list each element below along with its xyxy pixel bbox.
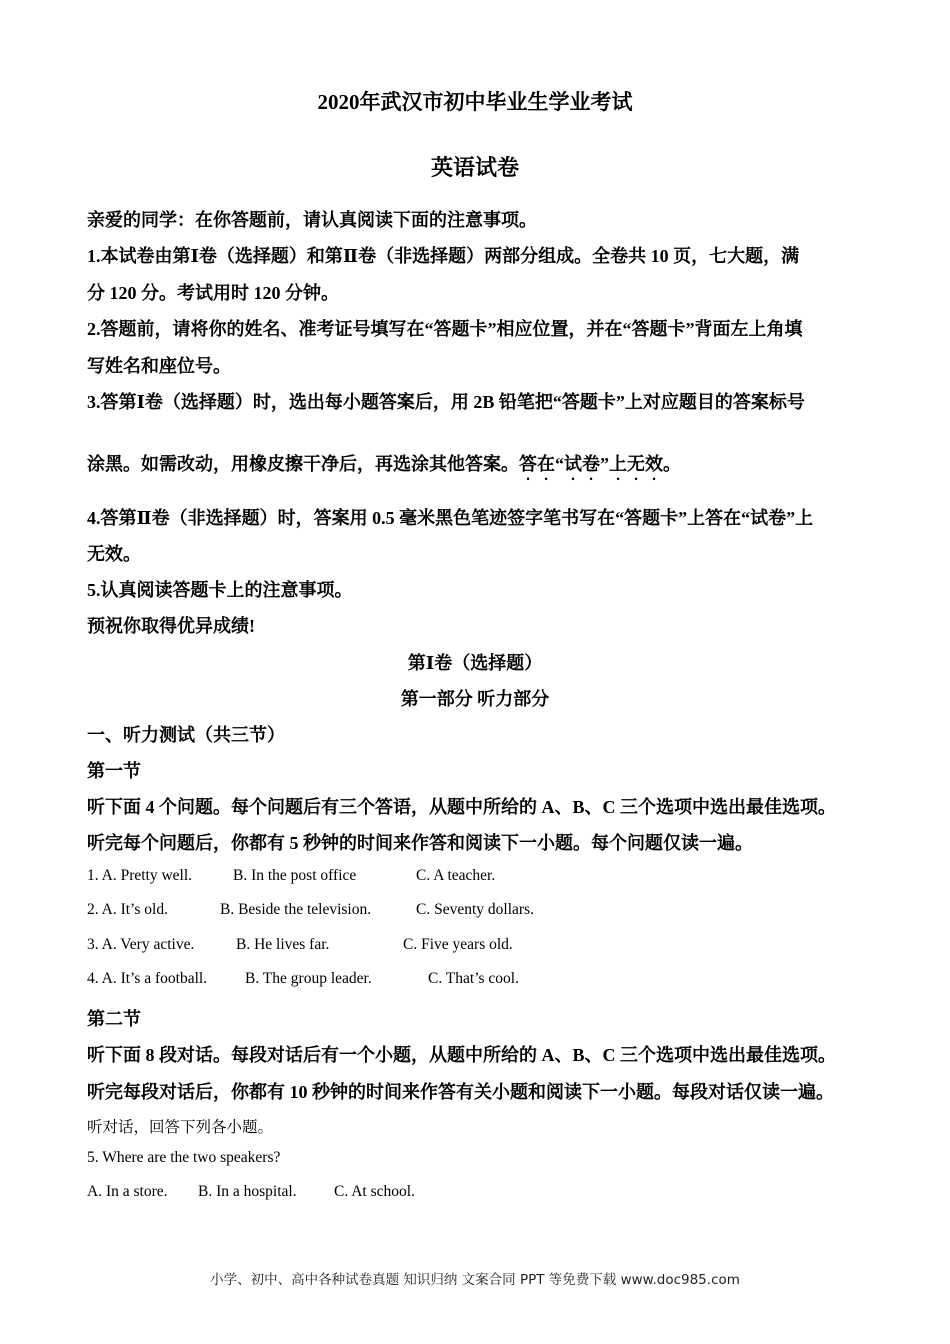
question-2-option-b: B. Beside the television. bbox=[220, 901, 372, 918]
exam-title: 2020年武汉市初中毕业生学业考试 bbox=[317, 90, 633, 114]
question-3-option-c: C. Five years old. bbox=[403, 936, 513, 953]
question-1-option-a: 1. A. Pretty well. bbox=[87, 867, 193, 884]
notice-3-emphasis: 答在“试卷”上无效 bbox=[519, 454, 663, 474]
question-3-option-a: 3. A. Very active. bbox=[87, 936, 195, 953]
exam-subtitle: 英语试卷 bbox=[430, 155, 519, 180]
section-2-instruction-1: 听下面 8 段对话。每段对话后有一个小题，从题中所给的 A、B、C 三个选项中选出最佳选项。 bbox=[87, 1045, 836, 1065]
notice-1-line-2: 分 120 分。考试用时 120 分钟。 bbox=[87, 283, 339, 303]
question-4-option-c: C. That’s cool. bbox=[428, 970, 519, 987]
question-2 bbox=[0, 901, 950, 923]
listening-section-heading: 一、听力测试（共三节） bbox=[87, 725, 285, 745]
wish-text: 预祝你取得优异成绩! bbox=[87, 616, 255, 636]
question-1 bbox=[0, 867, 950, 889]
notice-3-text: 涂黑。如需改动，用橡皮擦干净后，再选涂其他答案。 bbox=[87, 454, 519, 474]
notice-5: 5.认真阅读答题卡上的注意事项。 bbox=[87, 580, 353, 600]
notice-3-line-2 bbox=[87, 450, 681, 484]
question-5-stem: 5. Where are the two speakers? bbox=[87, 1149, 281, 1166]
section-2-subinstruction: 听对话，回答下列各小题。 bbox=[87, 1119, 274, 1136]
question-3 bbox=[0, 936, 950, 958]
notice-4-line-2: 无效。 bbox=[87, 544, 141, 564]
question-4-option-b: B. The group leader. bbox=[245, 970, 372, 987]
section-2-instruction-2: 听完每段对话后，你都有 10 秒钟的时间来作答有关小题和阅读下一小题。每段对话仅读一遍。 bbox=[87, 1082, 834, 1102]
notice-3-line-1: 3.答第Ⅰ卷（选择题）时，选出每小题答案后，用 2B 铅笔把“答题卡”上对应题目的答案标号 bbox=[87, 392, 805, 412]
part-1-heading: 第一部分 听力部分 bbox=[400, 689, 550, 709]
section-1-instruction-1: 听下面 4 个问题。每个问题后有三个答语，从题中所给的 A、B、C 三个选项中选出最佳选项。 bbox=[87, 797, 836, 817]
question-5-options bbox=[0, 1183, 950, 1205]
notice-3-period: 。 bbox=[663, 454, 681, 474]
section-1-title: 第一节 bbox=[87, 761, 141, 781]
section-1-instruction-2: 听完每个问题后，你都有 5 秒钟的时间来作答和阅读下一小题。每个问题仅读一遍。 bbox=[87, 833, 753, 853]
question-3-option-b: B. He lives far. bbox=[236, 936, 330, 953]
notice-2-line-2: 写姓名和座位号。 bbox=[87, 356, 231, 376]
question-5-option-a: A. In a store. bbox=[87, 1183, 168, 1200]
section-2-title: 第二节 bbox=[87, 1009, 141, 1029]
volume-1-heading: 第Ⅰ卷（选择题） bbox=[407, 653, 543, 673]
question-1-option-c: C. A teacher. bbox=[416, 867, 496, 884]
question-4 bbox=[0, 970, 950, 992]
notice-2-line-1: 2.答题前，请将你的姓名、准考证号填写在“答题卡”相应位置，并在“答题卡”背面左上角填 bbox=[87, 319, 803, 339]
page-footer: 小学、初中、高中各种试卷真题 知识归纳 文案合同 PPT 等免费下载 www.doc985.com bbox=[210, 1272, 740, 1288]
notice-1-line-1: 1.本试卷由第Ⅰ卷（选择题）和第Ⅱ卷（非选择题）两部分组成。全卷共 10 页，七大题，满 bbox=[87, 246, 800, 266]
question-5-option-b: B. In a hospital. bbox=[198, 1183, 297, 1200]
question-4-option-a: 4. A. It’s a football. bbox=[87, 970, 208, 987]
question-1-option-b: B. In the post office bbox=[233, 867, 357, 884]
question-5-option-c: C. At school. bbox=[334, 1183, 415, 1200]
notice-4-line-1: 4.答第Ⅱ卷（非选择题）时，答案用 0.5 毫米黑色笔迹签字笔书写在“答题卡”上答在“试卷”上 bbox=[87, 508, 814, 528]
question-2-option-a: 2. A. It’s old. bbox=[87, 901, 168, 918]
notice-intro: 亲爱的同学：在你答题前，请认真阅读下面的注意事项。 bbox=[87, 210, 537, 230]
question-2-option-c: C. Seventy dollars. bbox=[416, 901, 534, 918]
